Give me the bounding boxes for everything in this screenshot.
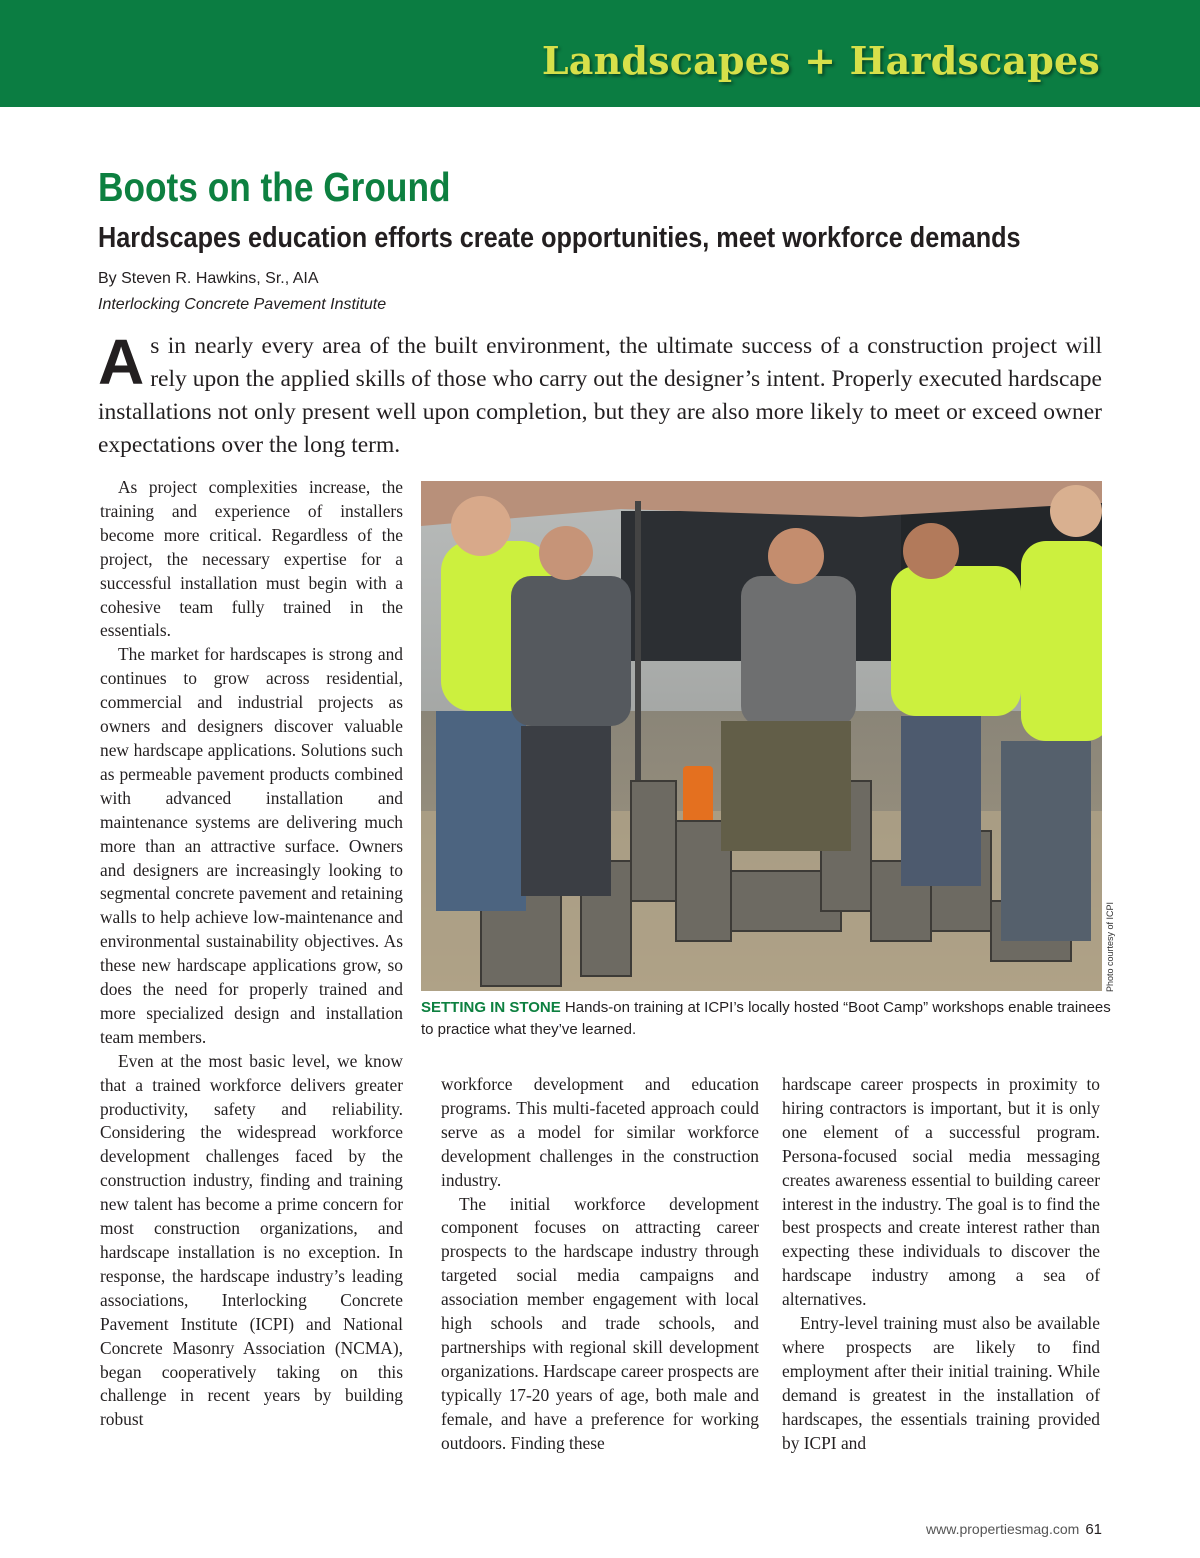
section-title: Landscapes + Hardscapes: [541, 38, 1100, 83]
training-photo-illustration: [421, 481, 1102, 991]
article-headline: Boots on the Ground: [98, 164, 451, 210]
body-column-2: [441, 1073, 759, 1456]
body-paragraph: Even at the most basic level, we know that a trained workforce delivers greater productivity, safety and reliability. Considering the widespread workforce development challenges faced by the construction industry, finding and training new talent has become a prime concern for most construction organizations, and hardscape installation is no exception. In response, the hardscape industry’s leading associations, Interlocking Concrete Pavement Institute (ICPI) and National Concrete Masonry Association (NCMA), began cooperatively taking on this challenge in recent years by building robust: [100, 1050, 403, 1430]
body-paragraph: The initial workforce development component focuses on attracting career prospects to the hardscape industry through targeted social media campaigns and association member engagement with local high schools and trade schools, and partnerships with regional skill development organizations. Hardscape career prospects are typically 17-20 years of age, both male and female, and have a preference for working outdoors. Finding these: [441, 1193, 759, 1453]
section-banner: [0, 0, 1200, 107]
page-footer: [926, 1521, 1102, 1538]
body-paragraph: As project complexities increase, the training and experience of installers become more critical. Regardless of the project, the necessary expertise for a successful installation must begin with a cohesive team fully trained in the essentials.: [100, 477, 403, 641]
body-column-3: [782, 1073, 1100, 1456]
drop-cap: A: [98, 326, 145, 398]
body-paragraph: The market for hardscapes is strong and continues to grow across residential, commercial and industrial projects as owners and designers discover valuable new hardscape applications. Solutions such as permeable pavement products combined with advanced installation and maintenance systems are delivering much more than an attractive surface. Owners and designers are increasingly looking to segmental concrete pavement and retaining walls to help achieve low-maintenance and environmental sustainability objectives. As these new hardscape applications grow, so does the need for properly trained and more specialized design and installation team members.: [100, 644, 403, 1047]
author-affiliation: Interlocking Concrete Pavement Institute: [98, 296, 387, 313]
body-column-1: [100, 476, 403, 1432]
body-paragraph: workforce development and education programs. This multi-faceted approach could serve as a model for similar workforce development challenges in the construction industry.: [441, 1074, 759, 1190]
article-photo: [421, 481, 1102, 991]
lead-text: s in nearly every area of the built environment, the ultimate success of a construction project will rely upon the applied skills of those who carry out the designer’s intent. Properly executed hardscape installations not only present well upon completion, but they are also more likely to meet or exceed owner expectations over the long term.: [98, 333, 1102, 458]
caption-label: SETTING IN STONE: [421, 999, 561, 1016]
body-paragraph: Entry-level training must also be available where prospects are likely to find employment after their initial training. While demand is greatest in the installation of hardscapes, the essentials training provided by ICPI and: [782, 1313, 1100, 1453]
website-link[interactable]: www.propertiesmag.com: [926, 1521, 1080, 1537]
article-deck: Hardscapes education efforts create opportunities, meet workforce demands: [98, 222, 1021, 254]
caption-text: Hands-on training at ICPI’s locally hosted “Boot Camp” workshops enable trainees to practice what they’ve learned.: [421, 999, 1111, 1038]
photo-caption: [421, 997, 1111, 1041]
lead-paragraph: [98, 326, 1102, 462]
body-paragraph: hardscape career prospects in proximity to hiring contractors is important, but it is only one element of a successful program. Persona-focused social media messaging creates awareness essential to building career interest in the industry. The goal is to find the best prospects and create interest rather than expecting these individuals to discover the hardscape industry among a sea of alternatives.: [782, 1074, 1100, 1310]
page-number: 61: [1085, 1521, 1102, 1538]
byline: By Steven R. Hawkins, Sr., AIA: [98, 270, 319, 287]
photo-credit: Photo courtesy of ICPI: [1105, 901, 1115, 992]
